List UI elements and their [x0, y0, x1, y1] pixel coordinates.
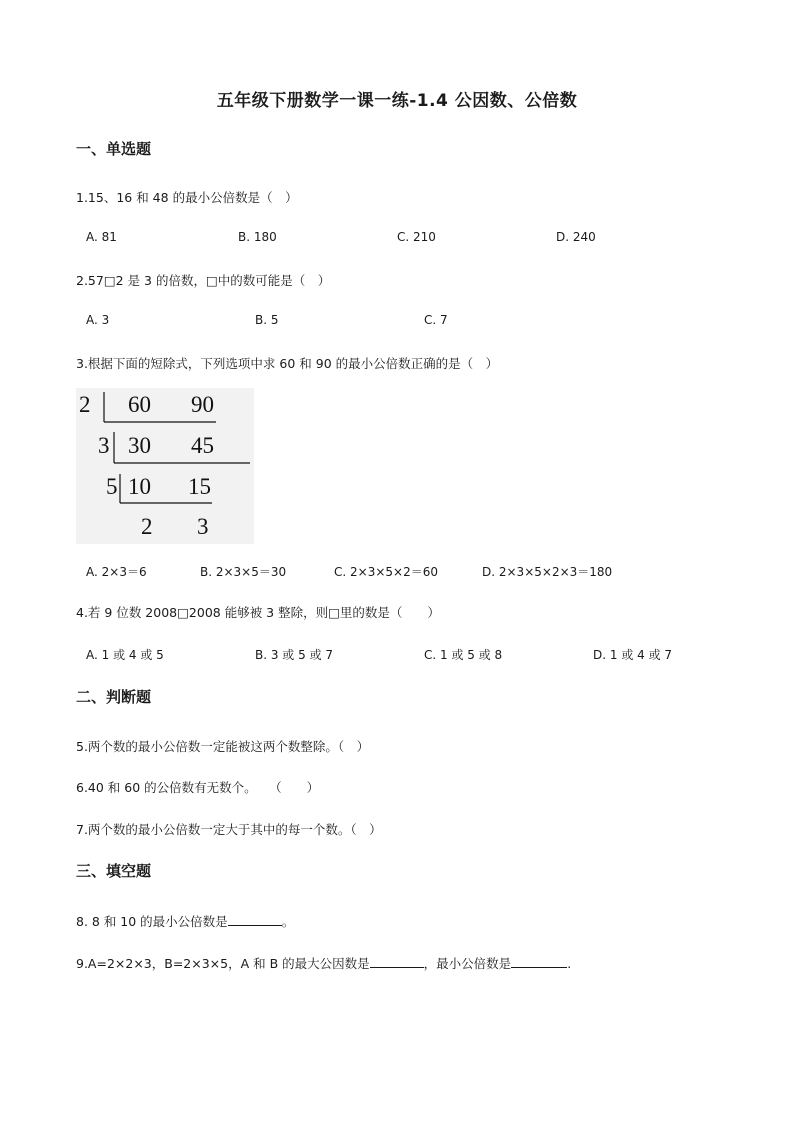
question-4: 4.若 9 位数 2008□2008 能够被 3 整除，则□里的数是（ ） [76, 605, 440, 620]
division-row3-a: 10 [128, 474, 151, 499]
question-5: 5.两个数的最小公倍数一定能被这两个数整除。（ ） [76, 739, 370, 754]
q9-text-end: . [567, 956, 572, 971]
question-8 [76, 912, 294, 930]
division-divisor-3: 5 [106, 474, 118, 499]
q3-option-c: C. 2×3×5×2＝60 [334, 565, 438, 579]
q9-text-mid: ，最小公倍数是 [423, 956, 512, 971]
question-6: 6.40 和 60 的公倍数有无数个。 （ ） [76, 780, 320, 795]
division-row2-a: 30 [128, 433, 151, 458]
q8-text: 8. 8 和 10 的最小公倍数是 [76, 914, 228, 929]
q4-option-a: A. 1 或 4 或 5 [86, 648, 164, 662]
division-quotient-b: 3 [197, 514, 209, 539]
q9-text: 9.A=2×2×3，B=2×3×5，A 和 B 的最大公因数是 [76, 956, 370, 971]
section-heading-single-choice: 一、单选题 [76, 140, 152, 158]
q2-option-a: A. 3 [86, 313, 110, 327]
question-1: 1.15、16 和 48 的最小公倍数是（ ） [76, 190, 298, 205]
division-divisor-2: 3 [98, 433, 110, 458]
q2-option-c: C. 7 [424, 313, 448, 327]
q4-option-d: D. 1 或 4 或 7 [593, 648, 673, 662]
q9-gcd-blank[interactable] [370, 955, 424, 968]
q2-option-b: B. 5 [255, 313, 279, 327]
q3-option-a: A. 2×3＝6 [86, 565, 147, 579]
division-row3-b: 15 [188, 474, 211, 499]
division-row1-a: 60 [128, 392, 151, 417]
division-row1-b: 90 [191, 392, 214, 417]
q1-option-d: D. 240 [556, 230, 596, 244]
q1-option-a: A. 81 [86, 230, 117, 244]
section-heading-true-false: 二、判断题 [76, 688, 152, 706]
short-division-figure [76, 388, 254, 544]
q4-option-b: B. 3 或 5 或 7 [255, 648, 334, 662]
section-heading-fill-blank: 三、填空题 [76, 862, 152, 880]
division-row2-b: 45 [191, 433, 214, 458]
q8-text-end: 。 [281, 914, 295, 929]
division-divisor-1: 2 [79, 392, 91, 417]
q1-option-c: C. 210 [397, 230, 436, 244]
division-quotient-a: 2 [141, 514, 153, 539]
question-7: 7.两个数的最小公倍数一定大于其中的每一个数。（ ） [76, 822, 382, 837]
q8-answer-blank[interactable] [228, 913, 282, 926]
q9-lcm-blank[interactable] [511, 955, 567, 968]
q3-option-d: D. 2×3×5×2×3＝180 [482, 565, 613, 579]
question-9 [76, 954, 571, 972]
q4-option-c: C. 1 或 5 或 8 [424, 648, 503, 662]
question-3: 3.根据下面的短除式，下列选项中求 60 和 90 的最小公倍数正确的是（ ） [76, 356, 499, 371]
page-title: 五年级下册数学一课一练-1.4 公因数、公倍数 [216, 91, 578, 111]
q1-option-b: B. 180 [238, 230, 277, 244]
q3-option-b: B. 2×3×5＝30 [200, 565, 287, 579]
question-2: 2.57□2 是 3 的倍数，□中的数可能是（ ） [76, 273, 331, 288]
